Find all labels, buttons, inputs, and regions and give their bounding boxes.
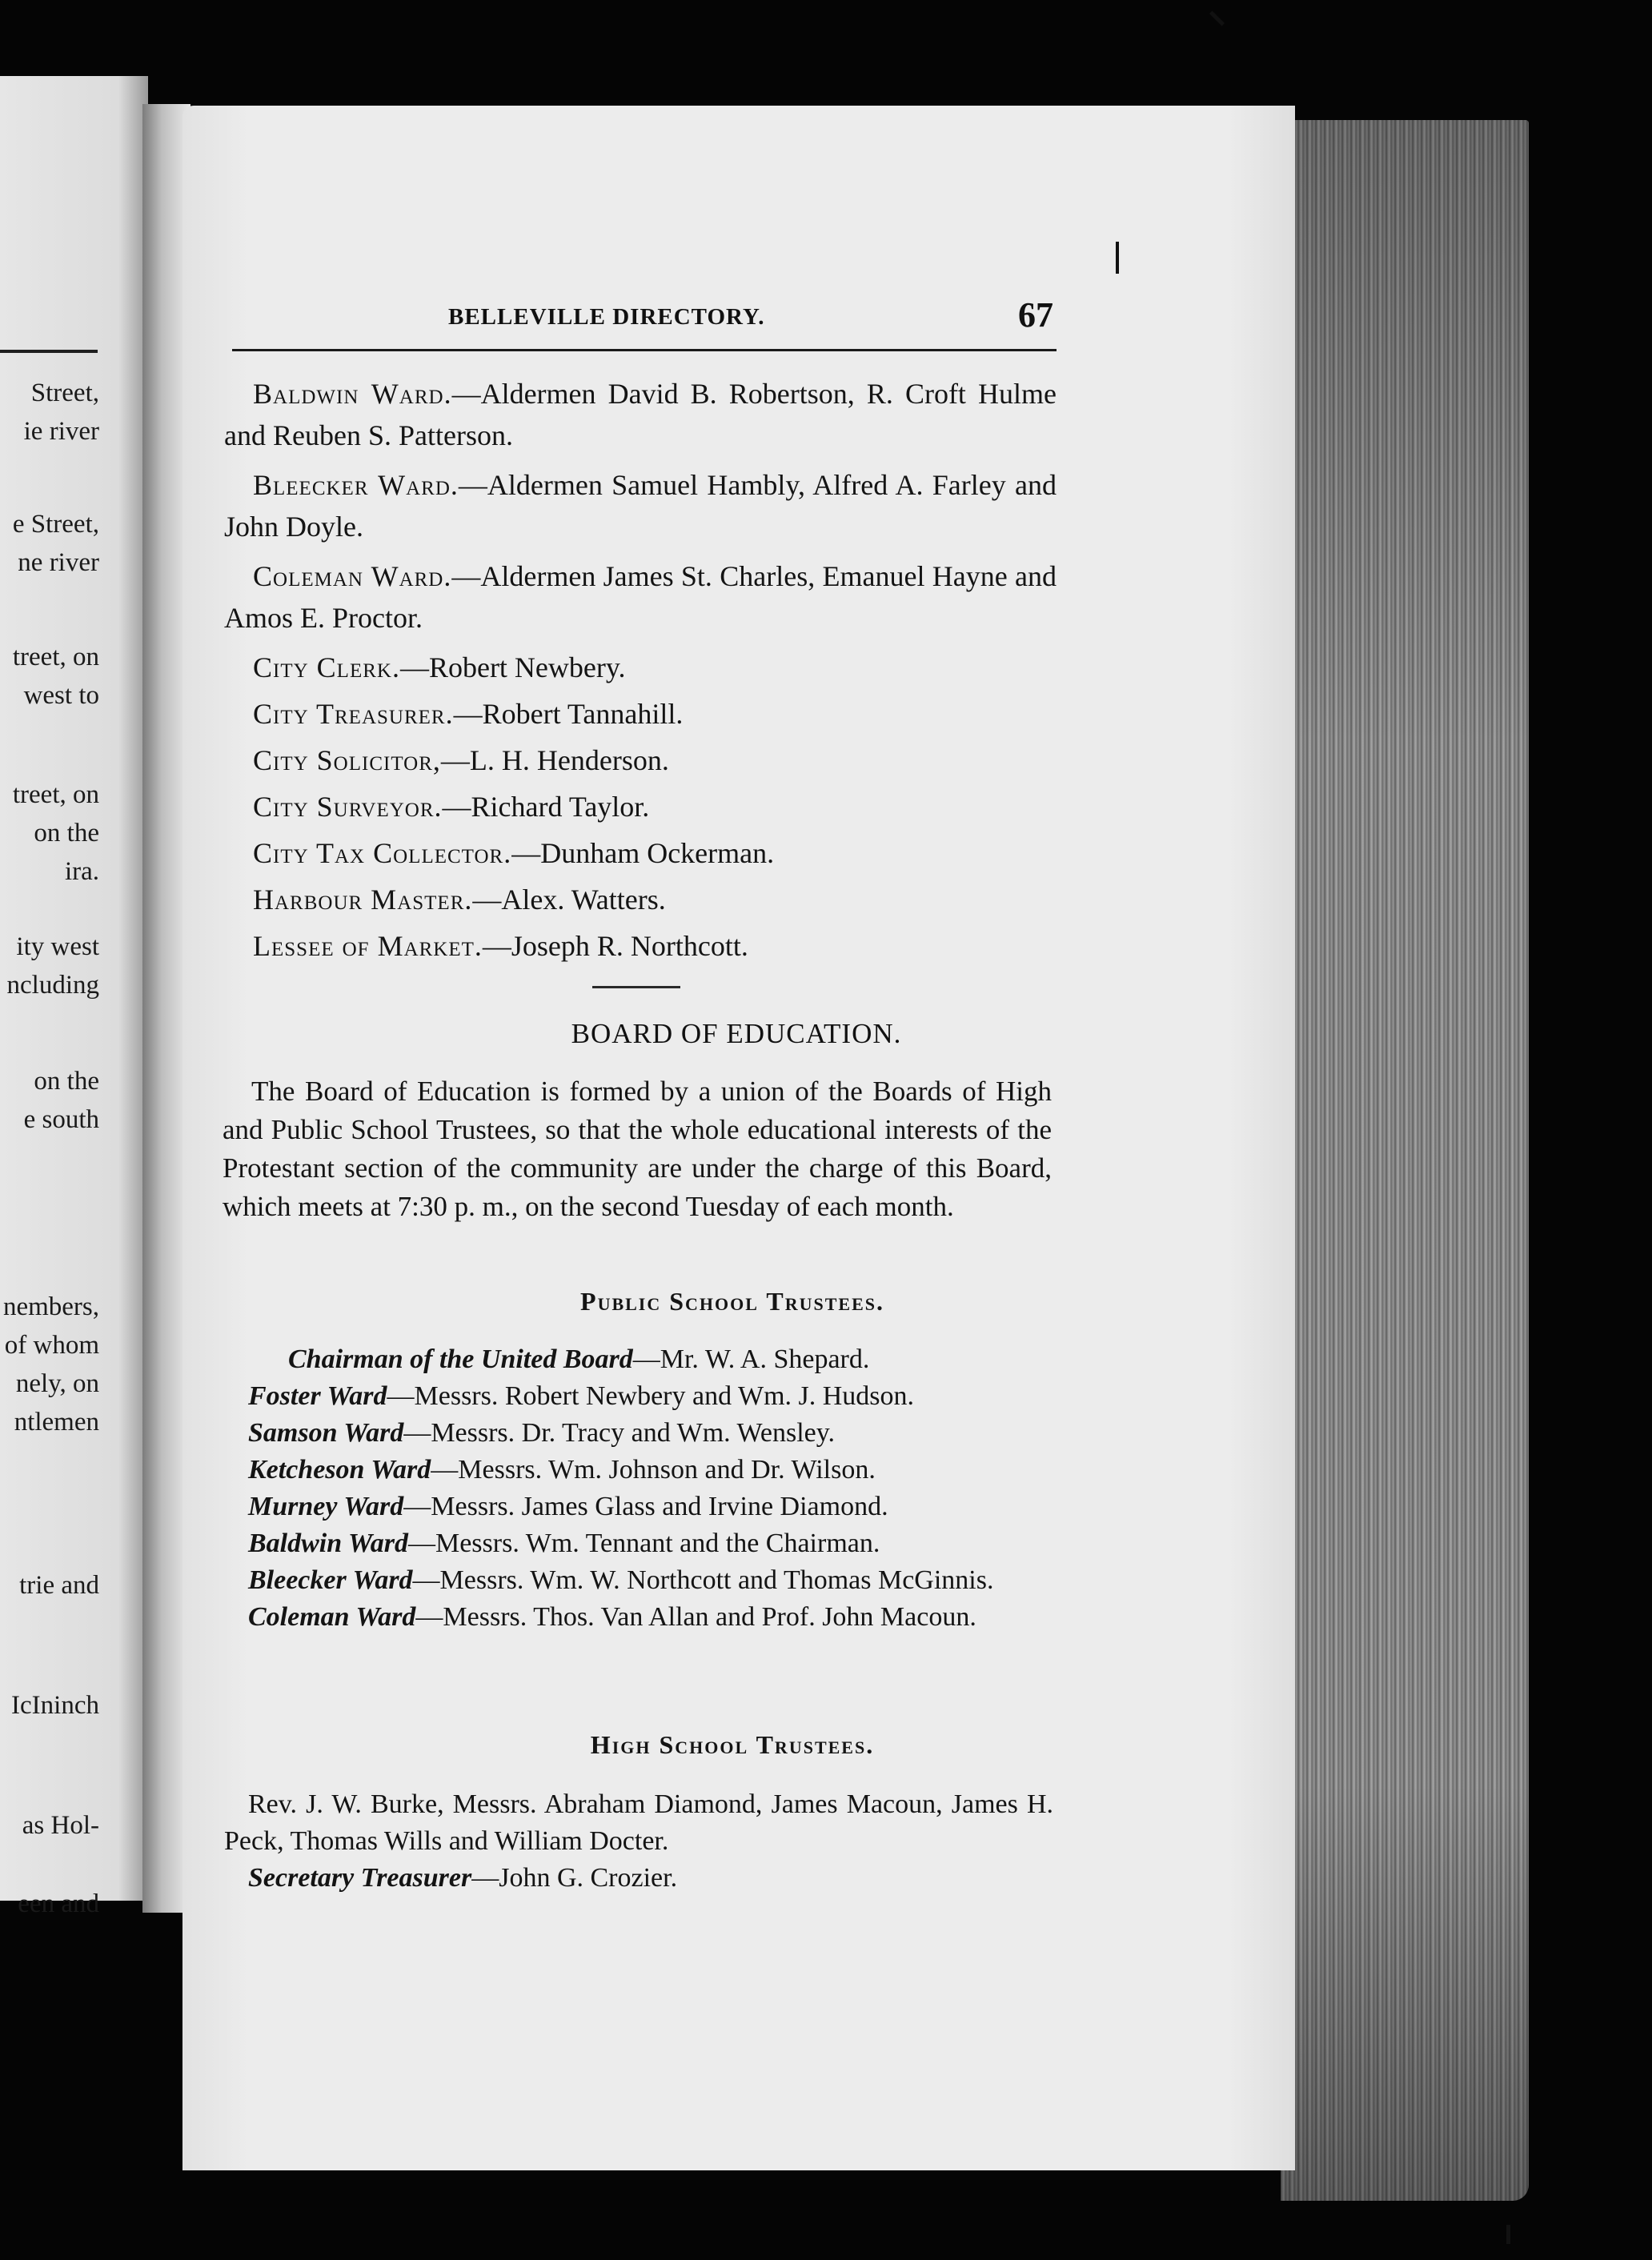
officer-names: —Aldermen Samuel Hambly, Alfred A. Farley and John Doyle. [224, 469, 1057, 543]
facing-page-line: ity west [16, 932, 99, 961]
facing-page-line: Street, [30, 379, 99, 407]
officer-title: Bleecker Ward. [253, 469, 459, 501]
officer-entry [224, 879, 1057, 920]
secretary-line [224, 1860, 1053, 1897]
ward-members: —Messrs. Wm. Tennant and the Chairman. [407, 1529, 880, 1558]
officer-title: Baldwin Ward. [253, 378, 452, 410]
officer-names: —Robert Tannahill. [453, 698, 684, 730]
public-school-trustees [224, 1341, 1053, 1636]
officer-names: —Robert Newbery. [399, 651, 626, 683]
ward-trustees [224, 1489, 1053, 1525]
ward-trustees [224, 1525, 1053, 1562]
facing-page-line: e south [23, 1105, 99, 1134]
facing-page-line: treet, on [12, 780, 99, 809]
chairman-label: Chairman of the United Board [288, 1344, 633, 1374]
ward-trustees [224, 1452, 1053, 1489]
facing-page-line: as Hol- [22, 1811, 99, 1840]
ward-name: Bleecker Ward [248, 1565, 413, 1595]
page-number: 67 [1018, 295, 1053, 335]
facing-page-line: on the [34, 1067, 99, 1096]
officer-names: —L. H. Henderson. [440, 744, 669, 776]
ward-name: Samson Ward [248, 1418, 404, 1448]
board-of-education-paragraph: The Board of Education is formed by a union of the Boards of High and Public School Trustees, so that the whole educational interests of the Protestant section of the community are under the charge of this Board, which meets at 7:30 p. m., on the second Tuesday of each month. [223, 1076, 1052, 1222]
ward-members: —Messrs. Wm. Johnson and Dr. Wilson. [431, 1455, 876, 1485]
ward-name: Baldwin Ward [248, 1529, 408, 1558]
header-rule [232, 349, 1057, 351]
officer-entry [224, 555, 1057, 639]
officer-names: —Dunham Ockerman. [511, 837, 775, 869]
facing-page-line: nely, on [15, 1369, 99, 1398]
board-of-education-title: BOARD OF EDUCATION. [571, 1018, 902, 1049]
ward-trustees [224, 1599, 1053, 1636]
officer-entry [224, 786, 1057, 827]
facing-page-line: treet, on [12, 643, 99, 671]
high-school-trustees-title: High School Trustees. [590, 1730, 875, 1759]
high-school-members: Rev. J. W. Burke, Messrs. Abraham Diamond, James Macoun, James H. Peck, Thomas Wills and William Docter. [224, 1789, 1053, 1856]
secretary-name: —John G. Crozier. [471, 1863, 678, 1893]
officer-names: —Aldermen James St. Charles, Emanuel Hayne and Amos E. Proctor. [224, 560, 1057, 634]
ward-trustees [224, 1415, 1053, 1452]
ward-members: —Messrs. James Glass and Irvine Diamond. [403, 1492, 888, 1521]
high-school-trustees [224, 1786, 1053, 1897]
officer-title: City Solicitor, [253, 744, 441, 776]
facing-page-line: ncluding [6, 971, 99, 1000]
facing-page-line: nembers, [2, 1292, 99, 1321]
facing-page-line: on the [34, 819, 99, 848]
scan-mark [1116, 242, 1119, 274]
officer-entry [224, 739, 1057, 781]
facing-page-line: ira. [64, 857, 99, 886]
ward-members: —Messrs. Thos. Van Allan and Prof. John Macoun. [415, 1602, 976, 1632]
officer-title: Coleman Ward. [253, 560, 452, 592]
ward-name: Coleman Ward [248, 1602, 416, 1632]
city-officers [224, 373, 1057, 972]
facing-page-line: ntlemen [14, 1408, 99, 1437]
section-divider [592, 986, 680, 988]
ward-members: —Messrs. Wm. W. Northcott and Thomas McGinnis. [412, 1565, 994, 1595]
officer-names: —Joseph R. Northcott. [482, 930, 748, 962]
facing-page-line: e Street, [12, 510, 99, 539]
officer-names: —Richard Taylor. [442, 791, 650, 823]
officer-entry [224, 373, 1057, 456]
ward-name: Ketcheson Ward [248, 1455, 431, 1485]
officer-names: —Aldermen David B. Robertson, R. Croft Hulme and Reuben S. Patterson. [224, 378, 1057, 451]
running-head: BELLEVILLE DIRECTORY. [448, 304, 765, 330]
officer-entry [224, 925, 1057, 967]
officer-entry [224, 832, 1057, 874]
facing-page-line: west to [23, 681, 99, 710]
facing-page-line: trie and [19, 1571, 99, 1600]
facing-page-text [0, 76, 99, 1918]
officer-entry [224, 464, 1057, 547]
scan-mark [1506, 2225, 1510, 2244]
chairman-line [224, 1341, 1053, 1378]
secretary-label: Secretary Treasurer [248, 1863, 472, 1893]
officer-names: —Alex. Watters. [472, 884, 666, 916]
public-school-trustees-title: Public School Trustees. [580, 1287, 884, 1316]
ward-trustees [224, 1562, 1053, 1599]
facing-page-line: een and [18, 1889, 99, 1918]
facing-page-line: ne river [18, 548, 99, 577]
facing-page-line: of whom [4, 1331, 99, 1360]
page-edges-shade [1281, 120, 1529, 2201]
officer-title: Harbour Master. [253, 884, 473, 916]
officer-title: City Surveyor. [253, 791, 443, 823]
officer-title: City Treasurer. [253, 698, 454, 730]
ward-trustees [224, 1378, 1053, 1415]
ward-name: Murney Ward [248, 1492, 404, 1521]
ward-members: —Messrs. Dr. Tracy and Wm. Wensley. [403, 1418, 836, 1448]
facing-page-line: ie river [23, 417, 99, 446]
officer-title: City Tax Collector. [253, 837, 512, 869]
officer-title: City Clerk. [253, 651, 400, 683]
officer-entry [224, 693, 1057, 735]
officer-title: Lessee of Market. [253, 930, 483, 962]
officer-entry [224, 647, 1057, 688]
ward-name: Foster Ward [248, 1381, 387, 1411]
chairman-name: —Mr. W. A. Shepard. [632, 1344, 870, 1374]
facing-page-line: IcIninch [11, 1691, 99, 1720]
facing-page [0, 76, 148, 1918]
scan-mark [1209, 10, 1225, 26]
ward-members: —Messrs. Robert Newbery and Wm. J. Hudson. [387, 1381, 915, 1411]
